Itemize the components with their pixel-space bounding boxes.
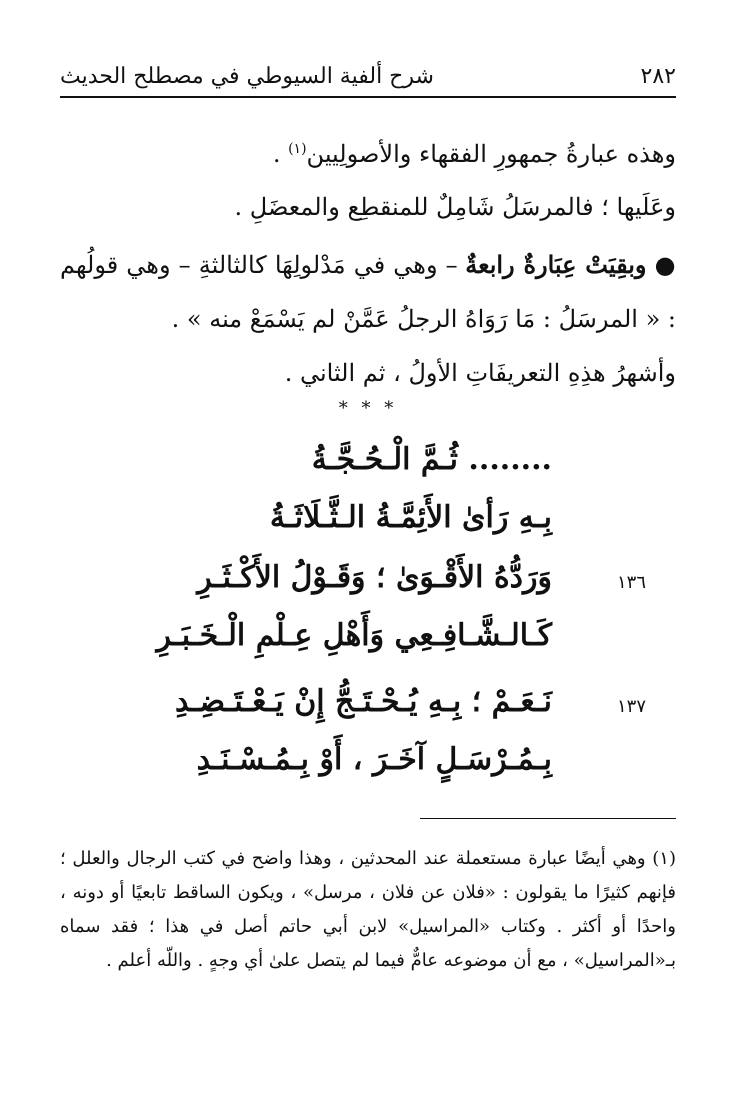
verse-137-hemistich-1: نَـعَـمْ ؛ بِـهِ يُـحْـتَـجُّ إِنْ يَـعْـتَـضِـدِ bbox=[174, 684, 552, 719]
verse-136-hemistich-2: كَـالـشَّـافِـعِي وَأَهْلِ عِـلْمِ الْـخَـبَـرِ bbox=[156, 618, 552, 653]
paragraph-3 bbox=[60, 238, 676, 346]
paragraph-2: وعَلَيها ؛ فالمرسَلُ شَامِلٌ للمنقطِع والمعضَلِ . bbox=[234, 193, 676, 221]
paragraph-1 bbox=[60, 122, 676, 181]
verse-number-137: ١٣٧ bbox=[616, 696, 646, 717]
bullet-marker: ● bbox=[646, 251, 677, 279]
footnote-ref[interactable]: (١) bbox=[288, 141, 307, 157]
section-separator: * * * bbox=[338, 398, 398, 419]
running-header bbox=[60, 58, 676, 94]
footnote-rule bbox=[420, 818, 676, 819]
page-number: ٢٨٢ bbox=[640, 63, 676, 89]
verse-137-hemistich-2: بِـمُـرْسَـلٍ آخَـرَ ، أَوْ بِـمُـسْـنَـدِ bbox=[196, 742, 552, 777]
paragraph-3-bold: وبقِيَتْ عِبَارةٌ رابعةٌ bbox=[465, 250, 647, 279]
header-rule bbox=[60, 96, 676, 98]
paragraph-1-end: . bbox=[272, 140, 289, 168]
footnote-1: (١) وهي أيضًا عبارة مستعملة عند المحدثين ، وهذا واضح في كتب الرجال والعلل ؛ فإنهم كثيرًا ما يقولون : «فلان عن فلان ، مرسل» ، ويكون الساقط تابعيًا أو دونه ، واحدًا أو أكثر . وكتاب «المراسيل» لابن أبي حاتم أصل في هذا ؛ فقد سماه بـ«المراسيل» ، مع أن موضوعه عامٌّ فيما لم يتصل علىٰ أي وجهٍ . واللّه أعلم . bbox=[60, 848, 676, 971]
paragraph-4: وأشهرُ هذِهِ التعريفَاتِ الأولُ ، ثم الثاني . bbox=[284, 359, 676, 387]
verse-a-hemistich-1: ........ ثُـمَّ الْـحُـجَّـةُ bbox=[311, 442, 552, 477]
verse-number-136: ١٣٦ bbox=[616, 572, 646, 593]
paragraph-1-text: وهذه عبارةُ جمهورِ الفقهاء والأصولِيين bbox=[306, 140, 676, 168]
verse-a-hemistich-2: بِـهِ رَأىٰ الأَئِمَّـةُ الـثَّـلَاثَـةُ bbox=[269, 500, 552, 535]
paragraph-3-rest: – وهي في مَدْلولِهَا كالثالثةِ – وهي قولُهم : « المرسَلُ : مَا رَوَاهُ الرجلُ عَمَّنْ لم يَسْمَعْ منه » . bbox=[60, 251, 676, 333]
verse-136-hemistich-1: وَرَدُّهُ الأَقْـوَىٰ ؛ وَقَـوْلُ الأَكْـثَـرِ bbox=[197, 560, 552, 595]
running-title: شرح ألفية السيوطي في مصطلح الحديث bbox=[60, 63, 434, 89]
